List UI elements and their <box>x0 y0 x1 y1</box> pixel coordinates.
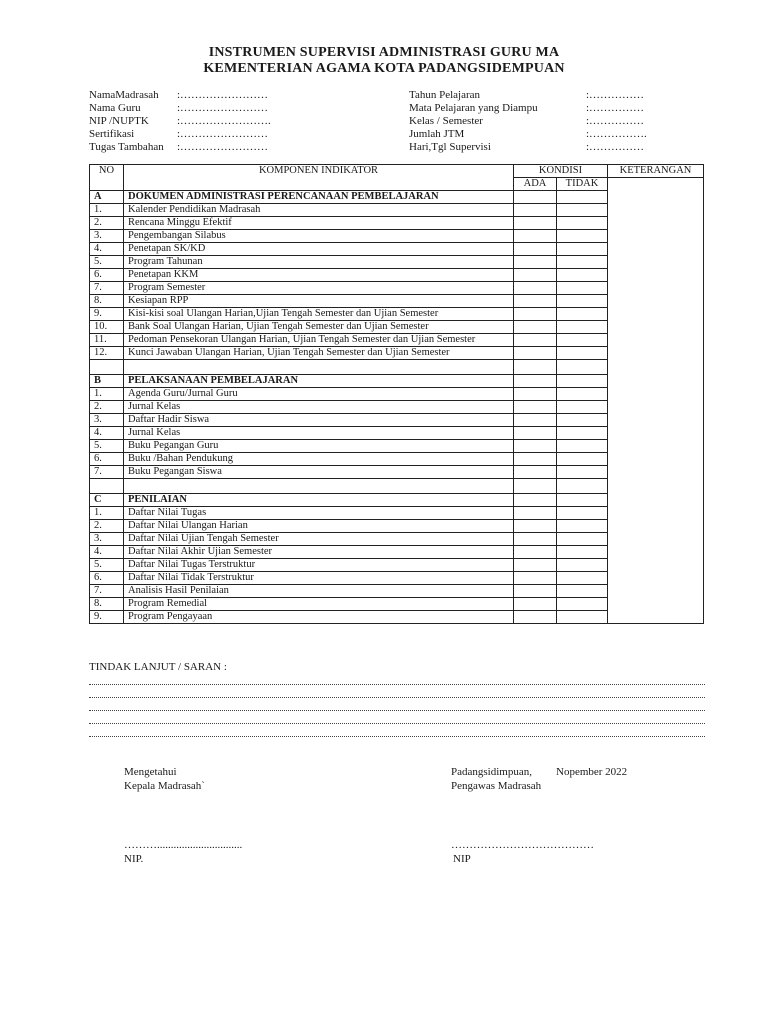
ada-checkbox-cell[interactable] <box>514 269 557 282</box>
tidak-checkbox-cell[interactable] <box>557 559 608 572</box>
info-right <box>409 89 647 154</box>
item-text: Pedoman Pensekoran Ulangan Harian, Ujian Tengah Semester dan Ujian Semester <box>124 334 514 347</box>
info-value: :…………………… <box>177 89 269 101</box>
tidak-checkbox-cell[interactable] <box>557 427 608 440</box>
item-no: 3. <box>90 533 124 546</box>
tidak-checkbox-cell[interactable] <box>557 321 608 334</box>
tidak-checkbox-cell[interactable] <box>557 334 608 347</box>
item-no: 6. <box>90 269 124 282</box>
ada-checkbox-cell[interactable] <box>514 321 557 334</box>
item-no: 6. <box>90 572 124 585</box>
item-text: Penetapan KKM <box>124 269 514 282</box>
header-komponen: KOMPONEN INDIKATOR <box>124 165 514 191</box>
item-text: Program Tahunan <box>124 256 514 269</box>
ada-checkbox-cell[interactable] <box>514 347 557 360</box>
ada-checkbox-cell[interactable] <box>514 256 557 269</box>
item-no: 1. <box>90 507 124 520</box>
tidak-checkbox-cell[interactable] <box>557 256 608 269</box>
info-label: Jumlah JTM <box>409 128 465 140</box>
item-no: 9. <box>90 611 124 624</box>
item-text: Bank Soal Ulangan Harian, Ujian Tengah Semester dan Ujian Semester <box>124 321 514 334</box>
info-value: :…………………… <box>177 141 269 153</box>
item-text: Jurnal Kelas <box>124 427 514 440</box>
followup-line[interactable] <box>89 736 705 737</box>
info-label: NamaMadrasah <box>89 89 159 101</box>
item-text: Daftar Hadir Siswa <box>124 414 514 427</box>
item-no: 2. <box>90 217 124 230</box>
ada-checkbox-cell <box>514 479 557 494</box>
item-no: 9. <box>90 308 124 321</box>
ada-checkbox-cell[interactable] <box>514 453 557 466</box>
section-title: DOKUMEN ADMINISTRASI PERENCANAAN PEMBELAJARAN <box>124 191 514 204</box>
item-text: Rencana Minggu Efektif <box>124 217 514 230</box>
info-left <box>89 89 271 154</box>
followup-line[interactable] <box>89 684 705 685</box>
item-no: 4. <box>90 427 124 440</box>
sig-left-line2: Kepala Madrasah` <box>124 780 205 792</box>
tidak-checkbox-cell[interactable] <box>557 204 608 217</box>
ada-checkbox-cell[interactable] <box>514 295 557 308</box>
header-keterangan: KETERANGAN <box>608 165 704 178</box>
ada-checkbox-cell[interactable] <box>514 230 557 243</box>
ada-checkbox-cell[interactable] <box>514 585 557 598</box>
header-ada: ADA <box>514 178 557 191</box>
item-text: Buku Pegangan Siswa <box>124 466 514 479</box>
followup-line[interactable] <box>89 710 705 711</box>
info-label: Tahun Pelajaran <box>409 89 481 101</box>
tidak-checkbox-cell[interactable] <box>557 440 608 453</box>
item-no: 5. <box>90 440 124 453</box>
item-text: Jurnal Kelas <box>124 401 514 414</box>
section-letter: C <box>90 494 124 507</box>
item-text: Daftar Nilai Ujian Tengah Semester <box>124 533 514 546</box>
info-label: Hari,Tgl Supervisi <box>409 141 491 153</box>
info-label: Mata Pelajaran yang Diampu <box>409 102 538 114</box>
tidak-checkbox-cell[interactable] <box>557 388 608 401</box>
ada-checkbox-cell[interactable] <box>514 520 557 533</box>
tidak-checkbox-cell[interactable] <box>557 572 608 585</box>
item-no: 10. <box>90 321 124 334</box>
item-text: Analisis Hasil Penilaian <box>124 585 514 598</box>
item-text: Daftar Nilai Akhir Ujian Semester <box>124 546 514 559</box>
tidak-checkbox-cell[interactable] <box>557 282 608 295</box>
keterangan-cell[interactable] <box>608 191 704 624</box>
form-title: INSTRUMEN SUPERVISI ADMINISTRASI GURU MA <box>208 45 560 60</box>
item-no: 6. <box>90 453 124 466</box>
ada-checkbox-cell <box>514 494 557 507</box>
section-letter: B <box>90 375 124 388</box>
ada-checkbox-cell[interactable] <box>514 308 557 321</box>
section-title: PENILAIAN <box>124 494 514 507</box>
item-text: Program Remedial <box>124 598 514 611</box>
section-row <box>90 191 704 204</box>
tidak-checkbox-cell[interactable] <box>557 269 608 282</box>
item-text: Kunci Jawaban Ulangan Harian, Ujian Tengah Semester dan Ujian Semester <box>124 347 514 360</box>
header-tidak: TIDAK <box>557 178 608 191</box>
tidak-checkbox-cell[interactable] <box>557 230 608 243</box>
form-subtitle: KEMENTERIAN AGAMA KOTA PADANGSIDEMPUAN <box>203 61 565 76</box>
ada-checkbox-cell <box>514 360 557 375</box>
ada-checkbox-cell[interactable] <box>514 427 557 440</box>
followup-label: TINDAK LANJUT / SARAN : <box>89 661 227 673</box>
item-text: Agenda Guru/Jurnal Guru <box>124 388 514 401</box>
tidak-checkbox-cell <box>557 494 608 507</box>
item-text: Kesiapan RPP <box>124 295 514 308</box>
ada-checkbox-cell[interactable] <box>514 243 557 256</box>
tidak-checkbox-cell[interactable] <box>557 347 608 360</box>
item-no: 5. <box>90 559 124 572</box>
sig-left-nip: NIP. <box>124 853 144 865</box>
tidak-checkbox-cell <box>557 360 608 375</box>
info-value: :…………… <box>586 115 645 127</box>
tidak-checkbox-cell[interactable] <box>557 295 608 308</box>
sig-right-date: Nopember 2022 <box>556 766 628 778</box>
item-no: 12. <box>90 347 124 360</box>
info-label: Kelas / Semester <box>409 115 483 127</box>
item-no: 4. <box>90 546 124 559</box>
item-text: Buku Pegangan Guru <box>124 440 514 453</box>
item-no: 5. <box>90 256 124 269</box>
section-letter: A <box>90 191 124 204</box>
ada-checkbox-cell[interactable] <box>514 572 557 585</box>
item-no: 7. <box>90 466 124 479</box>
tidak-checkbox-cell <box>557 479 608 494</box>
item-no: 3. <box>90 414 124 427</box>
info-label: NIP /NUPTK <box>89 115 149 127</box>
sig-right-line2: Pengawas Madrasah <box>451 780 542 792</box>
ada-checkbox-cell[interactable] <box>514 204 557 217</box>
info-value: :…………… <box>586 141 645 153</box>
tidak-checkbox-cell[interactable] <box>557 533 608 546</box>
tidak-checkbox-cell[interactable] <box>557 414 608 427</box>
item-no: 1. <box>90 388 124 401</box>
followup-line[interactable] <box>89 723 705 724</box>
item-text: Daftar Nilai Ulangan Harian <box>124 520 514 533</box>
tidak-checkbox-cell[interactable] <box>557 598 608 611</box>
spacer-cell <box>124 360 514 375</box>
item-text: Kalender Pendidikan Madrasah <box>124 204 514 217</box>
followup-line[interactable] <box>89 697 705 698</box>
info-label: Tugas Tambahan <box>89 141 164 153</box>
ada-checkbox-cell[interactable] <box>514 282 557 295</box>
item-text: Program Semester <box>124 282 514 295</box>
tidak-checkbox-cell[interactable] <box>557 585 608 598</box>
section-title: PELAKSANAAN PEMBELAJARAN <box>124 375 514 388</box>
tidak-checkbox-cell[interactable] <box>557 453 608 466</box>
tidak-checkbox-cell[interactable] <box>557 466 608 479</box>
item-text: Daftar Nilai Tidak Terstruktur <box>124 572 514 585</box>
tidak-checkbox-cell[interactable] <box>557 546 608 559</box>
info-value: :…………… <box>586 102 645 114</box>
ada-checkbox-cell[interactable] <box>514 466 557 479</box>
spacer-cell <box>124 479 514 494</box>
info-value: :…………… <box>586 89 645 101</box>
ada-checkbox-cell[interactable] <box>514 611 557 624</box>
item-text: Buku /Bahan Pendukung <box>124 453 514 466</box>
item-no: 8. <box>90 598 124 611</box>
sig-right-dots: ………………………………… <box>451 839 594 851</box>
sig-right-place: Padangsidimpuan, <box>451 766 532 778</box>
info-label: Nama Guru <box>89 102 141 114</box>
info-value: :…………………… <box>177 102 269 114</box>
item-no: 4. <box>90 243 124 256</box>
ada-checkbox-cell[interactable] <box>514 440 557 453</box>
tidak-checkbox-cell[interactable] <box>557 520 608 533</box>
tidak-checkbox-cell[interactable] <box>557 217 608 230</box>
ada-checkbox-cell[interactable] <box>514 533 557 546</box>
item-no: 1. <box>90 204 124 217</box>
item-text: Kisi-kisi soal Ulangan Harian,Ujian Tengah Semester dan Ujian Semester <box>124 308 514 321</box>
info-value: :…………………… <box>177 128 269 140</box>
item-no: 2. <box>90 401 124 414</box>
ada-checkbox-cell[interactable] <box>514 507 557 520</box>
item-text: Daftar Nilai Tugas Terstruktur <box>124 559 514 572</box>
ada-checkbox-cell[interactable] <box>514 217 557 230</box>
item-no: 8. <box>90 295 124 308</box>
sig-left-dots: ………............................... <box>124 839 243 851</box>
item-text: Penetapan SK/KD <box>124 243 514 256</box>
ada-checkbox-cell[interactable] <box>514 546 557 559</box>
info-label: Sertifikasi <box>89 128 135 140</box>
item-no: 2. <box>90 520 124 533</box>
keterangan-spacer <box>608 178 704 191</box>
tidak-checkbox-cell[interactable] <box>557 401 608 414</box>
ada-checkbox-cell[interactable] <box>514 401 557 414</box>
item-no: 7. <box>90 585 124 598</box>
ada-checkbox-cell[interactable] <box>514 559 557 572</box>
header-kondisi: KONDISI <box>514 165 608 178</box>
ada-checkbox-cell[interactable] <box>514 414 557 427</box>
ada-checkbox-cell <box>514 375 557 388</box>
item-no: 7. <box>90 282 124 295</box>
tidak-checkbox-cell[interactable] <box>557 611 608 624</box>
info-value: :……………. <box>586 128 647 140</box>
sig-right-nip: NIP <box>453 853 471 865</box>
ada-checkbox-cell[interactable] <box>514 598 557 611</box>
item-text: Program Pengayaan <box>124 611 514 624</box>
ada-checkbox-cell[interactable] <box>514 388 557 401</box>
info-value: :……………………. <box>177 115 271 127</box>
spacer-cell <box>90 479 124 494</box>
tidak-checkbox-cell <box>557 375 608 388</box>
item-text: Pengembangan Silabus <box>124 230 514 243</box>
tidak-checkbox-cell <box>557 191 608 204</box>
indicator-table <box>89 164 704 624</box>
item-no: 3. <box>90 230 124 243</box>
item-no: 11. <box>90 334 124 347</box>
tidak-checkbox-cell[interactable] <box>557 308 608 321</box>
sig-left-line1: Mengetahui <box>124 766 177 778</box>
spacer-cell <box>90 360 124 375</box>
header-no: NO <box>90 165 124 191</box>
tidak-checkbox-cell[interactable] <box>557 507 608 520</box>
ada-checkbox-cell <box>514 191 557 204</box>
tidak-checkbox-cell[interactable] <box>557 243 608 256</box>
ada-checkbox-cell[interactable] <box>514 334 557 347</box>
item-text: Daftar Nilai Tugas <box>124 507 514 520</box>
